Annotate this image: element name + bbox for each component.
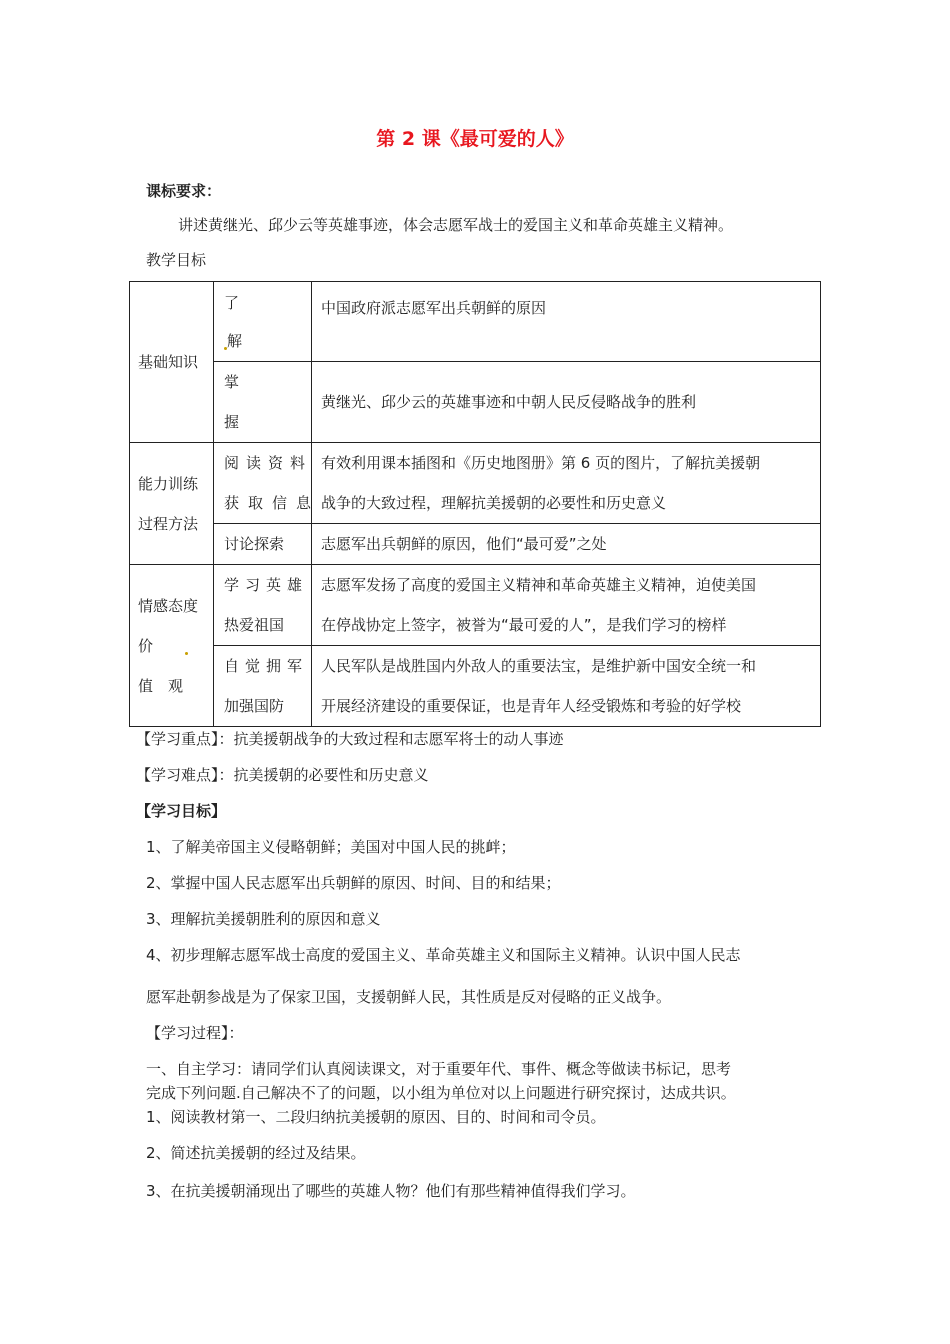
content-cell: 黄继光、邱少云的英雄事迹和中朝人民反侵略战争的胜利 [312,362,821,443]
question-item: 1、阅读教材第一、二段归纳抗美援朝的原因、目的、时间和司令员。 [146,1108,606,1126]
question-item: 2、简述抗美援朝的经过及结果。 [146,1144,366,1162]
dot-mark [185,652,188,655]
table-row [130,524,821,565]
process-intro: 一、自主学习：请同学们认真阅读课文，对于重要年代、事件、概念等做读书标记，思考 [146,1060,732,1078]
category-cell: 情感态度 价 值 观 [130,565,214,727]
goals-label: 【学习目标】 [136,802,227,820]
goal-item: 2、掌握中国人民志愿军出兵朝鲜的原因、时间、目的和结果； [146,874,561,892]
table-row [130,565,821,646]
content-cell: 有效利用课本插图和《历史地图册》第 6 页的图片，了解抗美援朝 战争的大致过程，理解抗美援朝的必要性和历史意义 [312,443,821,524]
key-point: 【学习重点】：抗美援朝战争的大致过程和志愿军将士的动人事迹 [136,730,564,748]
standard-text: 讲述黄继光、邱少云等英雄事迹，体会志愿军战士的爱国主义和革命英雄主义精神。 [178,216,734,234]
sub-cell: 阅读资料 获取信息 [214,443,312,524]
difficulty: 【学习难点】：抗美援朝的必要性和历史意义 [136,766,429,784]
content-cell: 志愿军出兵朝鲜的原因，他们“最可爱”之处 [312,524,821,565]
process-label: 【学习过程】： [146,1024,244,1042]
content-cell: 志愿军发扬了高度的爱国主义精神和革命英雄主义精神，迫使美国 在停战协定上签字，被誉为“最可爱的人”，是我们学习的榜样 [312,565,821,646]
sub-cell: 了 解 [214,282,312,362]
table-row [130,443,821,524]
goal-item: 1、了解美帝国主义侵略朝鲜；美国对中国人民的挑衅； [146,838,516,856]
goal-item: 3、理解抗美援朝胜利的原因和意义 [146,910,381,928]
content-cell: 人民军队是战胜国内外敌人的重要法宝，是维护新中国安全统一和 开展经济建设的重要保证，也是青年人经受锻炼和考验的好学校 [312,646,821,727]
process-intro: 完成下列问题.自己解决不了的问题，以小组为单位对以上问题进行研究探讨，达成共识。 [146,1084,736,1102]
sub-cell: 学习英雄 热爱祖国 [214,565,312,646]
sub-cell: 讨论探索 [214,524,312,565]
objectives-table [129,281,821,727]
sub-cell: 掌 握 [214,362,312,443]
question-item: 3、在抗美援朝涌现出了哪些的英雄人物？他们有那些精神值得我们学习。 [146,1182,636,1200]
category-cell: 能力训练 过程方法 [130,443,214,565]
objectives-label: 教学目标 [146,251,207,269]
goal-item: 愿军赴朝参战是为了保家卫国，支援朝鲜人民，其性质是反对侵略的正义战争。 [146,988,672,1006]
content-cell: 中国政府派志愿军出兵朝鲜的原因 [312,282,821,362]
goal-item: 4、初步理解志愿军战士高度的爱国主义、革命英雄主义和国际主义精神。认识中国人民志 [146,946,741,964]
category-cell: 基础知识 [130,282,214,443]
table-row [130,362,821,443]
sub-cell: 自觉拥军 加强国防 [214,646,312,727]
page-title: 第 2 课《最可爱的人》 [376,128,574,150]
table-row [130,282,821,362]
table-row [130,646,821,727]
standard-label: 课标要求： [146,182,222,200]
